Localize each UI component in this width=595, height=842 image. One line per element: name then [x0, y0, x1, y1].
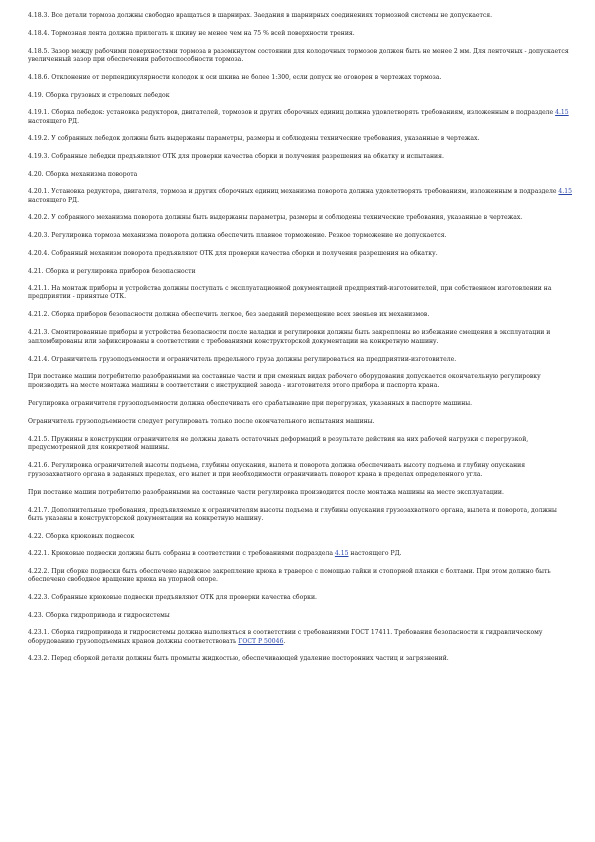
paragraph-text: 4.21.4. Ограничитель грузоподъемности и ограничитель предельного груза должны регулироваться на предприятии-изготовителе. — [28, 355, 457, 363]
paragraph — [28, 629, 572, 647]
paragraph — [28, 356, 572, 365]
paragraph-text-tail: настоящего РД. — [348, 549, 402, 557]
paragraph-text: 4.23.1. Сборка гидропривода и гидросистемы должна выполняться в соответствии с требованиями ГОСТ 17411. Требования безопасности к гидравлическому оборудованию грузоподъемных кранов должны соответствовать — [28, 628, 543, 645]
paragraph-text: 4.18.3. Все детали тормоза должны свободно вращаться в шарнирах. Заедания в шарнирных соединениях тормозной системы не допускается. — [28, 12, 493, 19]
paragraph-text: 4.21.1. На монтаж приборы и устройства должны поступать с эксплуатационной документацией предприятий-изготовителей, при собственном изготовлении на предприятии - принятые ОТК. — [28, 284, 552, 301]
section-heading — [28, 612, 572, 621]
paragraph-text: 4.23.2. Перед сборкой детали должны быть промыты жидкостью, обеспечивающей удаление посторонних частиц и загрязнений. — [28, 655, 449, 663]
paragraph-text: 4.21.5. Пружины в конструкции ограничителя не должны давать остаточных деформаций в результате действия на них рабочей нагрузки с перегрузкой, предусмотренной для конкретной машины. — [28, 435, 529, 452]
paragraph-text: 4.20.2. У собранного механизма поворота должны быть выдержаны параметры, размеры и соблюдены технические требования, указанные в чертежах. — [28, 214, 523, 222]
paragraph-text: При поставке машин потребителю разобранными на составные части и при сменных видах рабочего оборудования допускается окончательную регулировку производить на месте монтажа машины в соответствии с инструкцией завода - изготовителя этого прибора и паспорта крана. — [28, 373, 541, 390]
paragraph-text: 4.22.3. Собранные крюковые подвески предъявляют ОТК для проверки качества сборки. — [28, 594, 317, 602]
paragraph-text-tail: настоящего РД. — [28, 117, 80, 125]
paragraph — [28, 436, 572, 454]
paragraph — [28, 232, 572, 241]
section-heading — [28, 268, 572, 277]
paragraph-text: 4.19.3. Собранные лебедки предъявляют ОТК для проверки качества сборки и получения разрешения на обкатку и испытания. — [28, 153, 444, 161]
document-body — [28, 12, 572, 673]
paragraph-text-tail: настоящего РД. — [28, 196, 80, 204]
paragraph — [28, 418, 572, 427]
section-heading — [28, 171, 572, 180]
paragraph — [28, 462, 572, 480]
paragraph — [28, 550, 572, 559]
reference-link[interactable]: 4.15 — [558, 187, 572, 195]
paragraph-text: 4.22. Сборка крюковых подвесок — [28, 533, 135, 541]
paragraph-text: 4.21. Сборка и регулировка приборов безопасности — [28, 267, 196, 275]
paragraph — [28, 594, 572, 603]
paragraph — [28, 214, 572, 223]
paragraph — [28, 373, 572, 391]
paragraph — [28, 489, 572, 498]
paragraph — [28, 329, 572, 347]
reference-link[interactable]: 4.15 — [334, 549, 349, 557]
paragraph — [28, 74, 572, 83]
paragraph — [28, 188, 572, 206]
paragraph-text: 4.22.1. Крюковые подвески должны быть собраны в соответствии с требованиями подраздела — [28, 549, 335, 557]
paragraph-text: 4.18.6. Отклонение от перпендикулярности колодок к оси шкива не более 1:300, если допуск не оговорен в чертежах тормоза. — [28, 74, 442, 82]
section-heading — [28, 533, 572, 542]
paragraph — [28, 109, 572, 127]
paragraph — [28, 285, 572, 303]
paragraph-text: 4.19.2. У собранных лебедок должны быть выдержаны параметры, размеры и соблюдены технические требования, указанные в чертежах. — [28, 135, 480, 143]
paragraph-text: 4.23. Сборка гидропривода и гидросистемы — [28, 612, 170, 620]
paragraph-text-tail: . — [283, 637, 286, 645]
paragraph-text: 4.19. Сборка грузовых и стреловых лебедок — [28, 91, 170, 99]
paragraph-text: 4.21.6. Регулировка ограничителей высоты подъема, глубины опускания, вылета и поворота должна обеспечивать высоту подъема и глубину опускания грузозахватного органа в заданных пределах, его вылет и при необходимости ограничивать поворот крана в пределах определенного угла. — [28, 462, 526, 478]
paragraph-text: 4.21.3. Смонтированные приборы и устройства безопасности после наладки и регулировки должны быть закреплены во избежание смещения в эксплуатации и запломбированы или зафиксированы в соответствии с требованиями конструкторской документации на конкретную машину. — [28, 328, 551, 345]
reference-link[interactable]: 4.15 — [555, 108, 569, 116]
paragraph-text: 4.18.5. Зазор между рабочими поверхностями тормоза в разомкнутом состоянии для колодочных тормозов должен быть не менее 2 мм. Для ленточных - допускается увеличенный зазор при обеспечении работоспособности тормоза. — [28, 47, 569, 64]
paragraph-text: 4.21.2. Сборка приборов безопасности должна обеспечить легкое, без заеданий перемещение всех звеньев их механизмов. — [28, 311, 430, 319]
paragraph — [28, 48, 572, 66]
paragraph-text: 4.20.1. Установка редуктора, двигателя, тормоза и других сборочных единиц механизма поворота должна удовлетворять требованиям, изложенным в подразделе — [28, 187, 559, 195]
paragraph-text: При поставке машин потребителю разобранными на составные части регулировка производится после монтажа машины на месте эксплуатации. — [28, 488, 504, 496]
paragraph — [28, 12, 572, 21]
paragraph — [28, 135, 572, 144]
section-heading — [28, 92, 572, 101]
paragraph — [28, 400, 572, 409]
reference-link[interactable]: ГОСТ Р 50046 — [238, 637, 284, 645]
paragraph — [28, 568, 572, 586]
paragraph-text: 4.20.3. Регулировка тормоза механизма поворота должна обеспечить плавное торможение. Резкое торможение не допускается. — [28, 232, 447, 240]
paragraph-text: Ограничитель грузоподъемности следует регулировать только после окончательного испытания машины. — [28, 417, 375, 425]
paragraph — [28, 250, 572, 259]
paragraph-text: 4.20. Сборка механизма поворота — [28, 170, 138, 178]
paragraph — [28, 30, 572, 39]
paragraph-text: 4.21.7. Дополнительные требования, предъявляемые к ограничителям высоты подъема и глубины опускания грузозахватного органа, вылета и поворота, должны быть указаны в конструкторской документации на конкретную машину. — [28, 506, 557, 523]
paragraph-text: 4.20.4. Собранный механизм поворота предъявляют ОТК для проверки качества сборки и получения разрешения на обкатку. — [28, 249, 438, 257]
paragraph-text: 4.19.1. Сборка лебедок: установка редукторов, двигателей, тормозов и других сборочных единиц должна удовлетворять требованиям, изложенным в подразделе — [28, 108, 556, 116]
paragraph — [28, 507, 572, 525]
paragraph-text: 4.22.2. При сборке подвески быть обеспечено надежное закрепление крюка в траверсе с помощью гайки и стопорной планки с болтами. При этом должно быть обеспечено свободное вращение крюка на упорной опоре. — [28, 567, 551, 584]
paragraph-text: 4.18.4. Тормозная лента должна прилегать к шкиву не менее чем на 75 % всей поверхности трения. — [28, 29, 355, 37]
paragraph — [28, 311, 572, 320]
paragraph-text: Регулировка ограничителя грузоподъемности должна обеспечивать его срабатывание при перегрузках, указанных в паспорте машины. — [28, 399, 473, 407]
paragraph — [28, 655, 572, 664]
paragraph — [28, 153, 572, 162]
